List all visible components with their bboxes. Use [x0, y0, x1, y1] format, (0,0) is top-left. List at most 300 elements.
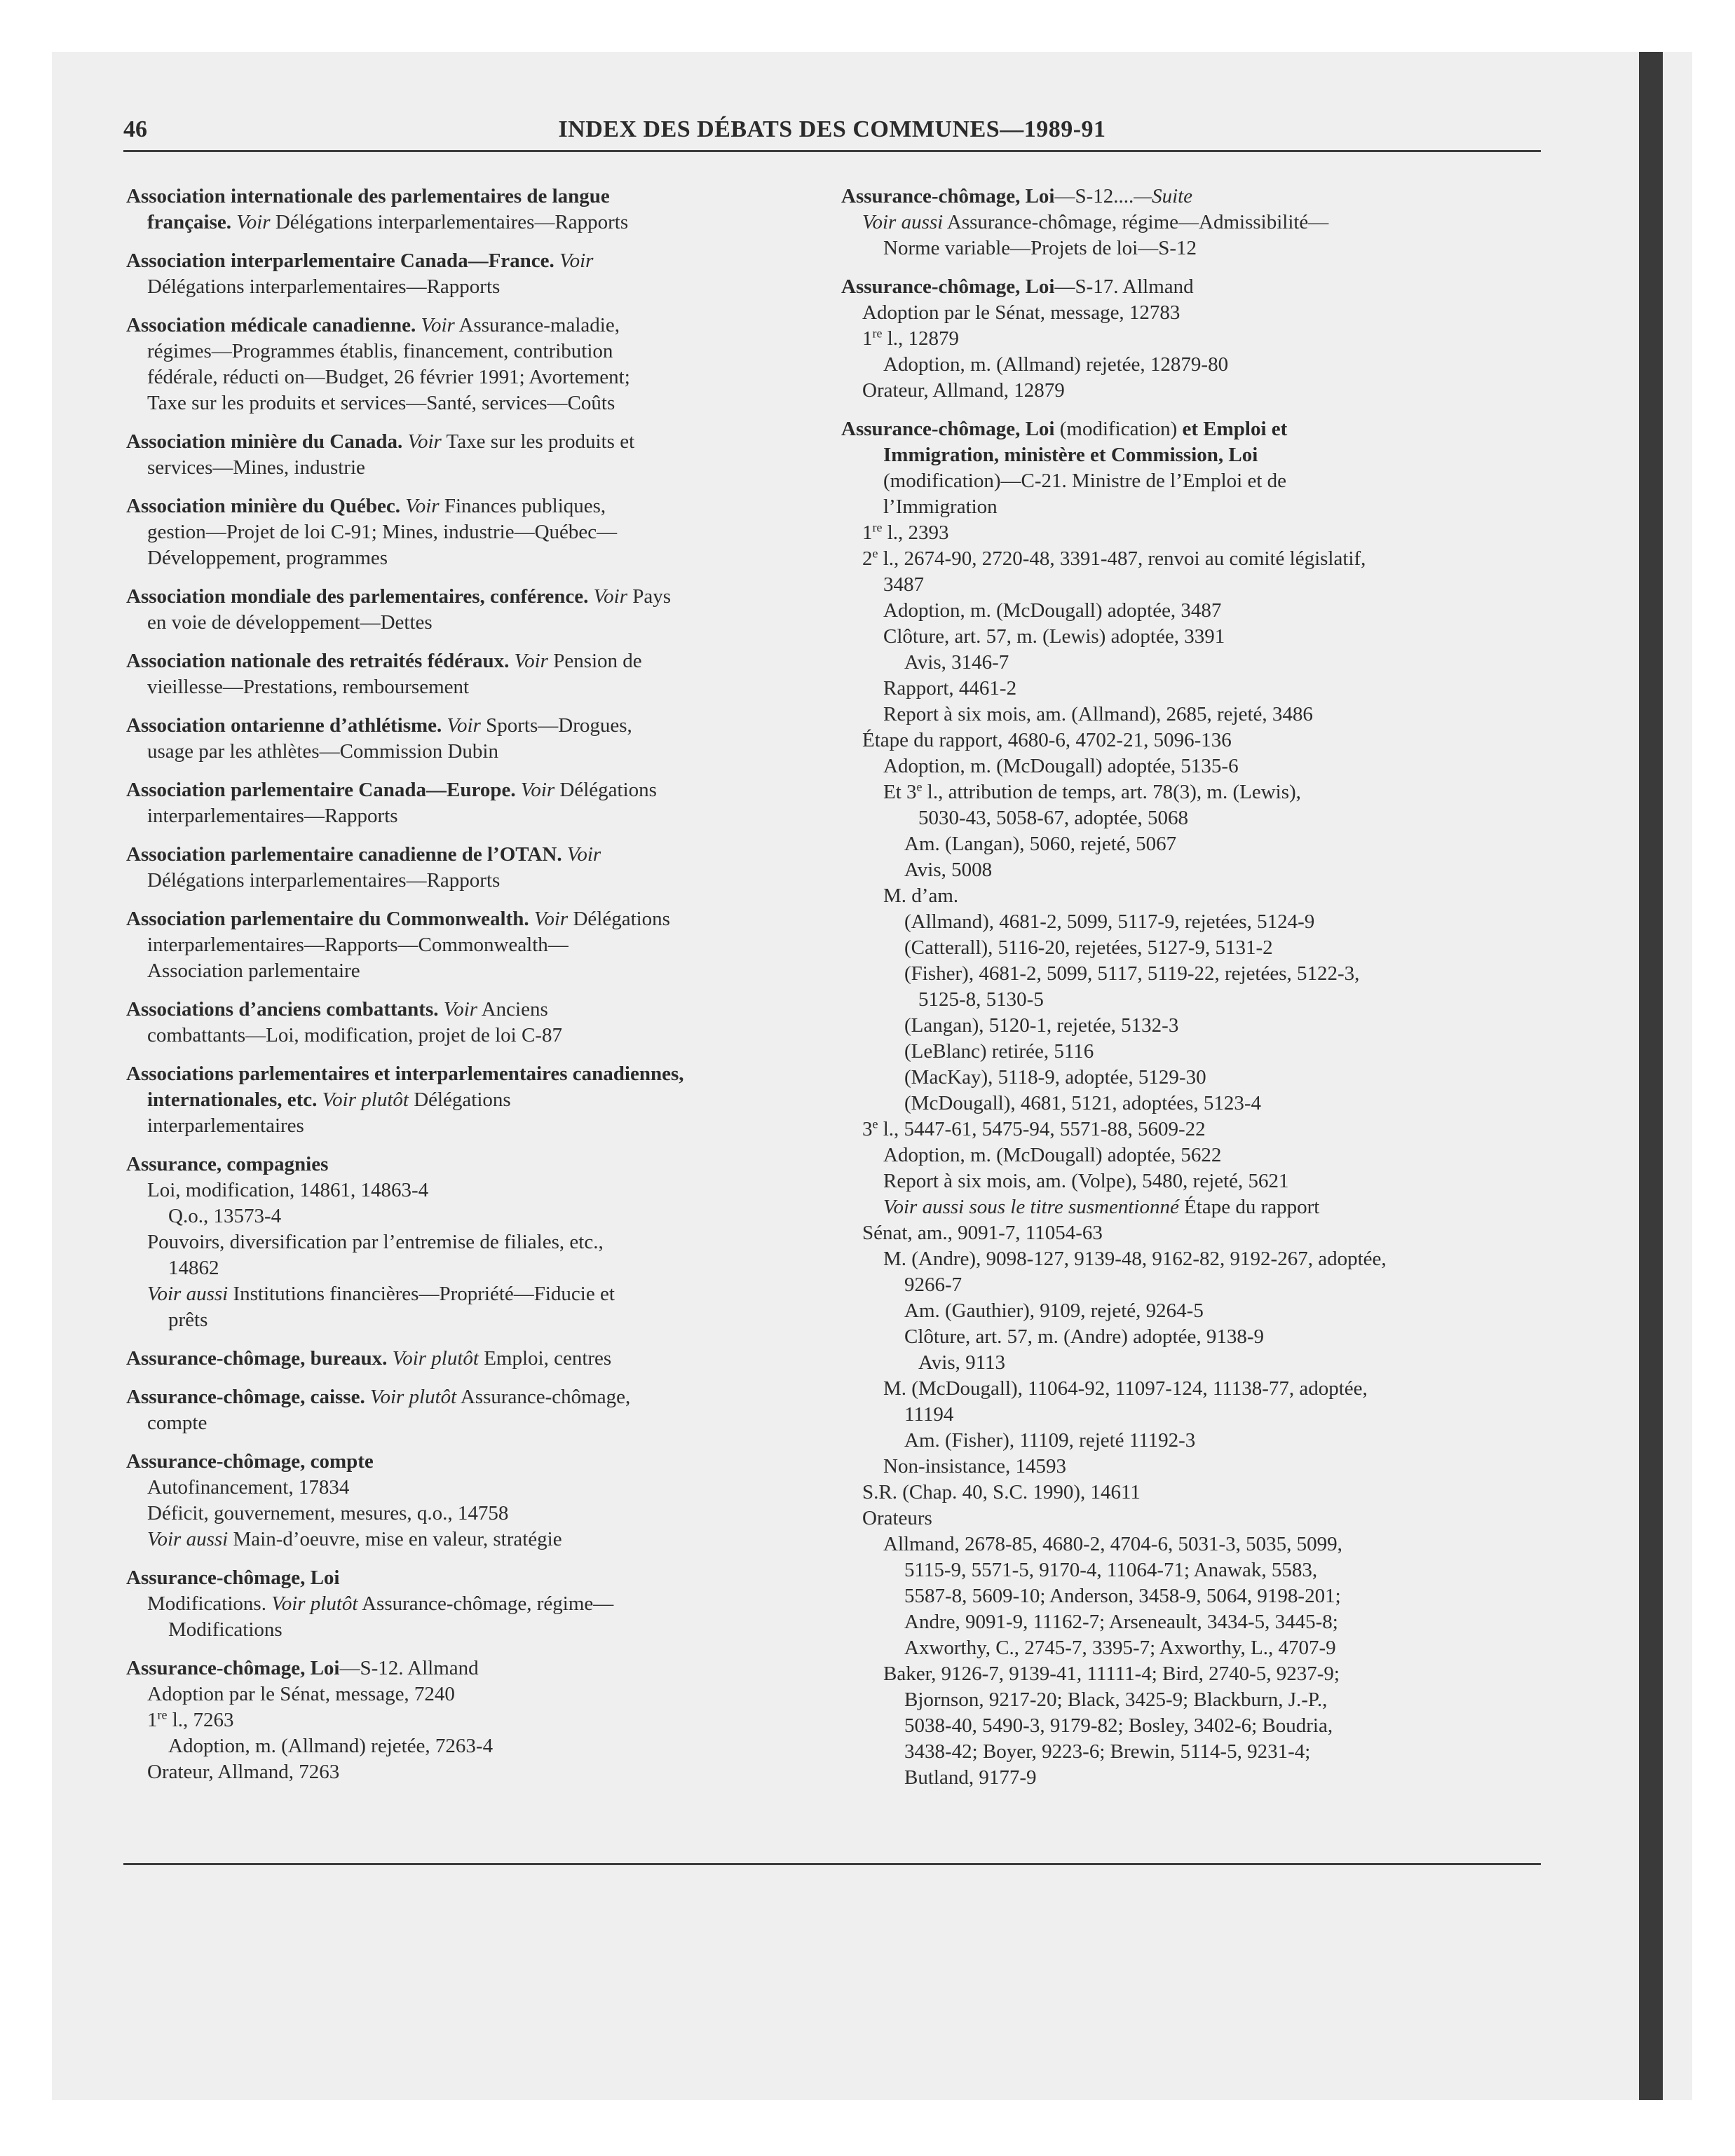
- running-title: INDEX DES DÉBATS DES COMMUNES—1989-91: [558, 116, 1106, 142]
- index-subentry-line: [126, 1501, 827, 1527]
- entry-text: Andre, 9091-9, 11162-7; Arseneault, 3434-5, 3445-8;: [904, 1611, 1338, 1633]
- index-subentry-line: [841, 624, 1542, 650]
- entry-text: interparlementaires: [147, 1114, 304, 1137]
- entry-text: Sénat, am., 9091-7, 11054-63: [862, 1222, 1103, 1244]
- index-entry: [126, 1656, 827, 1785]
- index-subentry-line: [841, 1402, 1542, 1428]
- index-subentry-line: [841, 1687, 1542, 1713]
- entry-text: Pension de: [547, 650, 642, 672]
- entry-text: services—Mines, industrie: [147, 456, 365, 479]
- cross-reference-text: Voir: [407, 430, 442, 453]
- index-subentry-line: [841, 831, 1542, 857]
- entry-text: 5030-43, 5058-67, adoptée, 5068: [918, 807, 1188, 829]
- entry-heading-text: Association parlementaire canadienne de l’OTAN.: [126, 843, 567, 866]
- index-subentry-line: [126, 1707, 827, 1733]
- entry-text: Adoption par le Sénat, message, 7240: [147, 1683, 455, 1705]
- index-subentry-line: [126, 610, 827, 636]
- entry-text: 3438-42; Boyer, 9223-6; Brewin, 5114-5, 9231-4;: [904, 1740, 1311, 1763]
- index-subentry-line: [841, 702, 1542, 728]
- entry-text: l., 5447-61, 5475-94, 5571-88, 5609-22: [878, 1118, 1206, 1140]
- index-subentry-line: [841, 300, 1542, 326]
- index-heading-line: [126, 429, 827, 455]
- index-subentry-line: [126, 1759, 827, 1785]
- entry-text: Assurance-maladie,: [454, 314, 620, 336]
- entry-text: —S-12. Allmand: [339, 1657, 479, 1679]
- entry-text: Bjornson, 9217-20; Black, 3425-9; Blackburn, J.-P.,: [904, 1688, 1328, 1711]
- entry-text: prêts: [168, 1309, 208, 1331]
- index-subentry-line: [841, 779, 1542, 805]
- index-entry: [126, 584, 827, 636]
- entry-text: 1: [862, 521, 873, 544]
- entry-text: (LeBlanc) retirée, 5116: [904, 1040, 1094, 1063]
- index-subentry-line: [841, 1609, 1542, 1635]
- entry-text: Développement, programmes: [147, 547, 388, 569]
- entry-text: (Langan), 5120-1, rejetée, 5132-3: [904, 1014, 1179, 1037]
- index-heading-line: [126, 493, 827, 519]
- entry-text: combattants—Loi, modification, projet de loi C-87: [147, 1024, 562, 1046]
- entry-heading-text: Assurance-chômage, Loi: [841, 418, 1055, 440]
- entry-heading-text: Assurance-chômage, compte: [126, 1450, 374, 1473]
- entry-text: Association parlementaire: [147, 960, 360, 982]
- index-subentry-line: [841, 1246, 1542, 1272]
- index-heading-line: [126, 842, 827, 868]
- index-heading-line: [841, 274, 1542, 300]
- entry-text: interparlementaires—Rapports: [147, 805, 398, 827]
- index-entry: [126, 313, 827, 416]
- index-subentry-line: [126, 364, 827, 390]
- index-subentry-line: [126, 545, 827, 571]
- entry-text: Modifications: [168, 1618, 283, 1641]
- index-subentry-line: [841, 935, 1542, 961]
- index-subentry-line: [841, 598, 1542, 624]
- index-heading-line: [126, 997, 827, 1023]
- index-subentry-line: [126, 390, 827, 416]
- entry-heading-text: Assurance-chômage, Loi: [126, 1567, 340, 1589]
- cross-reference-text: Voir: [559, 250, 594, 272]
- entry-text: Orateur, Allmand, 12879: [862, 379, 1065, 402]
- index-subentry-line: [841, 1220, 1542, 1246]
- index-subentry-line: [841, 1739, 1542, 1765]
- entry-text: 5125-8, 5130-5: [918, 988, 1044, 1011]
- footer-rule: [123, 1863, 1541, 1865]
- cross-reference-text: Voir: [514, 650, 548, 672]
- index-heading-line: [126, 1061, 827, 1087]
- index-entry: [841, 274, 1542, 404]
- entry-text: Main-d’oeuvre, mise en valeur, stratégie: [228, 1528, 562, 1550]
- entry-text: Norme variable—Projets de loi—S-12: [883, 237, 1197, 259]
- index-subentry-line: [841, 1557, 1542, 1583]
- index-subentry-line: [841, 442, 1542, 468]
- entry-text: (MacKay), 5118-9, adoptée, 5129-30: [904, 1066, 1206, 1089]
- entry-text: Clôture, art. 57, m. (Andre) adoptée, 9138-9: [904, 1325, 1264, 1348]
- index-subentry-line: [126, 1681, 827, 1707]
- index-heading-line: [126, 906, 827, 932]
- entry-text: Report à six mois, am. (Volpe), 5480, rejeté, 5621: [883, 1170, 1289, 1192]
- index-subentry-line: [841, 857, 1542, 883]
- entry-text: 5587-8, 5609-10; Anderson, 3458-9, 5064, 9198-201;: [904, 1585, 1341, 1607]
- entry-heading-text: Association internationale des parlementaires de langue: [126, 185, 610, 207]
- entry-text: 3487: [883, 573, 924, 596]
- entry-text: Taxe sur les produits et services—Santé, services—Coûts: [147, 392, 615, 414]
- index-subentry-line: [841, 1376, 1542, 1402]
- index-subentry-line: [841, 210, 1542, 236]
- entry-text: S.R. (Chap. 40, S.C. 1990), 14611: [862, 1481, 1141, 1503]
- index-subentry-line: [841, 909, 1542, 935]
- index-heading-line: [126, 584, 827, 610]
- entry-heading-text: et Emploi et: [1182, 418, 1288, 440]
- index-entry: [126, 1449, 827, 1553]
- index-entry: [126, 1384, 827, 1436]
- cross-reference-text: Voir plutôt: [271, 1592, 358, 1615]
- entry-text: usage par les athlètes—Commission Dubin: [147, 740, 498, 763]
- entry-text: (Fisher), 4681-2, 5099, 5117, 5119-22, rejetées, 5122-3,: [904, 962, 1360, 985]
- index-subentry-line: [841, 1531, 1542, 1557]
- entry-text: 1: [147, 1709, 158, 1731]
- index-heading-line: [841, 184, 1542, 210]
- entry-text: Adoption, m. (McDougall) adoptée, 3487: [883, 599, 1222, 622]
- entry-heading-text: Association minière du Canada.: [126, 430, 408, 453]
- cross-reference-text: Voir: [566, 843, 601, 866]
- entry-text: Baker, 9126-7, 9139-41, 11111-4; Bird, 2740-5, 9237-9;: [883, 1663, 1340, 1685]
- index-entry: [841, 416, 1542, 1791]
- index-subentry-line: [841, 676, 1542, 702]
- index-subentry-line: [841, 1324, 1542, 1350]
- entry-text: l’Immigration: [883, 496, 998, 518]
- index-entry: [126, 1565, 827, 1643]
- index-subentry-line: [841, 987, 1542, 1013]
- entry-text: Axworthy, C., 2745-7, 3395-7; Axworthy, L., 4707-9: [904, 1637, 1336, 1659]
- entry-text: 2: [862, 547, 873, 570]
- entry-text: M. (Andre), 9098-127, 9139-48, 9162-82, 9192-267, adoptée,: [883, 1248, 1387, 1270]
- index-entry: [126, 842, 827, 894]
- entry-text: Finances publiques,: [439, 495, 606, 517]
- index-subentry-line: [841, 1661, 1542, 1687]
- entry-heading-text: Association minière du Québec.: [126, 495, 406, 517]
- index-subentry-line: [841, 961, 1542, 987]
- entry-text: —S-17. Allmand: [1054, 275, 1194, 298]
- index-subentry-line: [841, 352, 1542, 378]
- index-entry: [126, 248, 827, 300]
- entry-text: l., 12879: [882, 327, 960, 350]
- entry-text: Déficit, gouvernement, mesures, q.o., 14758: [147, 1502, 509, 1524]
- index-subentry-line: [841, 1635, 1542, 1661]
- index-subentry-line: [126, 1475, 827, 1501]
- index-subentry-line: [841, 1765, 1542, 1791]
- page-header: [123, 112, 1541, 152]
- scan-edge-bar: [1639, 52, 1663, 2100]
- index-subentry-line: [841, 1168, 1542, 1194]
- index-subentry-line: [841, 468, 1542, 494]
- index-entry: [126, 429, 827, 481]
- index-subentry-line: [126, 1023, 827, 1049]
- cross-reference-text: Voir aussi: [862, 211, 944, 233]
- entry-heading-text: Association interparlementaire Canada—France.: [126, 250, 560, 272]
- index-heading-line: [126, 1152, 827, 1178]
- entry-text: 14862: [168, 1257, 219, 1279]
- index-subentry-line: [841, 378, 1542, 404]
- cross-reference-text: Voir: [593, 585, 627, 608]
- index-subentry-line: [126, 739, 827, 765]
- entry-text: Allmand, 2678-85, 4680-2, 4704-6, 5031-3, 5035, 5099,: [883, 1533, 1342, 1555]
- entry-text: compte: [147, 1412, 207, 1434]
- index-subentry-line: [126, 1733, 827, 1759]
- entry-heading-text: Association médicale canadienne.: [126, 314, 421, 336]
- index-heading-line: [841, 416, 1542, 442]
- index-heading-line: [126, 1346, 827, 1372]
- entry-text: Emploi, centres: [478, 1347, 612, 1370]
- entry-text: Étape du rapport: [1178, 1196, 1320, 1218]
- cross-reference-text: Voir aussi sous le titre susmentionné: [883, 1196, 1179, 1218]
- index-subentry-line: [841, 1065, 1542, 1091]
- entry-text: Assurance-chômage, régime—Admissibilité—: [943, 211, 1329, 233]
- page-number: 46: [123, 116, 147, 142]
- entry-text: Am. (Fisher), 11109, rejeté 11192-3: [904, 1429, 1196, 1452]
- entry-text: 3: [862, 1118, 873, 1140]
- index-subentry-line: [126, 210, 827, 236]
- entry-text: l., 2674-90, 2720-48, 3391-487, renvoi au comité législatif,: [878, 547, 1366, 570]
- index-subentry-line: [841, 1350, 1542, 1376]
- index-subentry-line: [841, 1583, 1542, 1609]
- index-entry: [126, 906, 827, 984]
- entry-text: (modification): [1054, 418, 1183, 440]
- entry-text: 5115-9, 5571-5, 9170-4, 11064-71; Anawak, 5583,: [904, 1559, 1318, 1581]
- index-subentry-line: [841, 520, 1542, 546]
- index-subentry-line: [841, 1454, 1542, 1480]
- entry-heading-text: Association parlementaire Canada—Europe.: [126, 779, 521, 801]
- index-subentry-line: [126, 274, 827, 300]
- index-subentry-line: [126, 1203, 827, 1229]
- index-heading-line: [126, 1449, 827, 1475]
- index-heading-line: [126, 1656, 827, 1681]
- index-subentry-line: [126, 1087, 827, 1113]
- entry-text: 1: [862, 327, 873, 350]
- entry-text: gestion—Projet de loi C-91; Mines, industrie—Québec—: [147, 521, 618, 543]
- entry-text: (modification)—C-21. Ministre de l’Emploi et de: [883, 470, 1287, 492]
- entry-text: l., attribution de temps, art. 78(3), m. (Lewis),: [922, 781, 1301, 803]
- entry-heading-text: Assurance-chômage, caisse.: [126, 1386, 370, 1408]
- index-subentry-line: [126, 1307, 827, 1333]
- entry-text: Délégations interparlementaires—Rapports: [270, 211, 629, 233]
- index-heading-line: [126, 313, 827, 339]
- entry-text: Adoption, m. (McDougall) adoptée, 5622: [883, 1144, 1222, 1166]
- entry-text: fédérale, réducti on—Budget, 26 février 1991; Avortement;: [147, 366, 630, 388]
- entry-text: e: [872, 1117, 878, 1131]
- index-subentry-line: [841, 1142, 1542, 1168]
- entry-text: Institutions financières—Propriété—Fiducie et: [228, 1283, 615, 1305]
- entry-text: Am. (Gauthier), 9109, rejeté, 9264-5: [904, 1299, 1204, 1322]
- cross-reference-text: Voir plutôt: [322, 1089, 409, 1111]
- entry-heading-text: Immigration, ministère et Commission, Loi: [883, 444, 1258, 466]
- entry-text: Délégations interparlementaires—Rapports: [147, 869, 501, 892]
- index-subentry-line: [126, 868, 827, 894]
- index-subentry-line: [126, 1410, 827, 1436]
- entry-text: Adoption, m. (Allmand) rejetée, 7263-4: [168, 1735, 494, 1757]
- cross-reference-text: Voir: [236, 211, 271, 233]
- entry-text: Pays: [627, 585, 672, 608]
- entry-text: Délégations interparlementaires—Rapports: [147, 275, 501, 298]
- entry-heading-text: Association mondiale des parlementaires, conférence.: [126, 585, 594, 608]
- entry-heading-text: Association parlementaire du Commonwealth.: [126, 908, 534, 930]
- cross-reference-text: Voir: [405, 495, 440, 517]
- index-subentry-line: [126, 1178, 827, 1203]
- cross-reference-text: Voir aussi: [147, 1528, 229, 1550]
- entry-text: Et 3: [883, 781, 917, 803]
- index-subentry-line: [841, 1039, 1542, 1065]
- entry-heading-text: Assurance-chômage, Loi: [841, 275, 1055, 298]
- index-subentry-line: [126, 455, 827, 481]
- index-subentry-line: [841, 1480, 1542, 1506]
- index-entry: [126, 777, 827, 829]
- entry-text: Assurance-chômage,: [456, 1386, 631, 1408]
- index-subentry-line: [841, 494, 1542, 520]
- entry-text: Délégations: [568, 908, 670, 930]
- index-subentry-line: [841, 753, 1542, 779]
- index-subentry-line: [841, 728, 1542, 753]
- entry-text: Loi, modification, 14861, 14863-4: [147, 1179, 429, 1201]
- entry-text: Avis, 9113: [918, 1351, 1006, 1374]
- entry-text: Taxe sur les produits et: [441, 430, 635, 453]
- index-heading-line: [126, 1565, 827, 1591]
- entry-text: e: [872, 546, 878, 561]
- cross-reference-text: Voir: [443, 998, 478, 1021]
- cross-reference-text: Voir aussi: [147, 1283, 229, 1305]
- entry-text: re: [157, 1707, 168, 1722]
- index-heading-line: [126, 1384, 827, 1410]
- entry-text: Délégations: [554, 779, 657, 801]
- entry-heading-text: Associations d’anciens combattants.: [126, 998, 444, 1021]
- entry-text: Butland, 9177-9: [904, 1766, 1037, 1789]
- index-heading-line: [126, 713, 827, 739]
- cross-reference-text: Voir: [533, 908, 569, 930]
- index-subentry-line: [841, 1272, 1542, 1298]
- entry-text: Autofinancement, 17834: [147, 1476, 350, 1499]
- entry-text: M. (McDougall), 11064-92, 11097-124, 11138-77, adoptée,: [883, 1377, 1368, 1400]
- entry-text: Anciens: [477, 998, 548, 1021]
- index-entry: [126, 493, 827, 571]
- cross-reference-text: Voir plutôt: [369, 1386, 457, 1408]
- entry-heading-text: Associations parlementaires et interparlementaires canadiennes,: [126, 1063, 684, 1085]
- entry-text: Rapport, 4461-2: [883, 677, 1017, 700]
- index-subentry-line: [126, 1617, 827, 1643]
- index-subentry-line: [126, 1255, 827, 1281]
- cross-reference-text: Voir plutôt: [392, 1347, 479, 1370]
- entry-text: Avis, 5008: [904, 859, 993, 881]
- index-entry: [126, 1152, 827, 1333]
- cross-reference-text: Voir: [447, 714, 481, 737]
- index-subentry-line: [126, 1527, 827, 1553]
- index-subentry-line: [126, 932, 827, 958]
- entry-text: re: [872, 520, 883, 535]
- entry-text: Délégations: [408, 1089, 511, 1111]
- entry-text: Avis, 3146-7: [904, 651, 1009, 674]
- cross-reference-text: Voir: [421, 314, 455, 336]
- index-subentry-line: [126, 519, 827, 545]
- index-subentry-line: [841, 1013, 1542, 1039]
- index-heading-line: [126, 184, 827, 210]
- entry-heading-text: Assurance-chômage, bureaux.: [126, 1347, 393, 1370]
- index-subentry-line: [841, 1117, 1542, 1142]
- index-entry: [126, 713, 827, 765]
- entry-heading-text: Assurance-chômage, Loi: [841, 185, 1055, 207]
- entry-text: e: [916, 779, 923, 794]
- index-subentry-line: [126, 958, 827, 984]
- cross-reference-text: —Suite: [1134, 185, 1193, 207]
- index-entry: [126, 648, 827, 700]
- entry-text: Étape du rapport, 4680-6, 4702-21, 5096-136: [862, 729, 1232, 751]
- entry-text: M. d’am.: [883, 885, 959, 907]
- left-column: [126, 184, 827, 1798]
- right-column: [841, 184, 1542, 1803]
- entry-text: Orateur, Allmand, 7263: [147, 1761, 340, 1783]
- index-subentry-line: [841, 805, 1542, 831]
- index-entry: [126, 1061, 827, 1139]
- entry-text: Q.o., 13573-4: [168, 1205, 282, 1227]
- index-subentry-line: [126, 1591, 827, 1617]
- cross-reference-text: Voir: [520, 779, 555, 801]
- index-subentry-line: [841, 1428, 1542, 1454]
- index-heading-line: [126, 648, 827, 674]
- index-subentry-line: [126, 1229, 827, 1255]
- entry-text: vieillesse—Prestations, remboursement: [147, 676, 470, 698]
- entry-text: Adoption, m. (McDougall) adoptée, 5135-6: [883, 755, 1239, 777]
- entry-text: Orateurs: [862, 1507, 932, 1529]
- entry-text: Report à six mois, am. (Allmand), 2685, rejeté, 3486: [883, 703, 1313, 725]
- index-subentry-line: [126, 803, 827, 829]
- entry-text: régimes—Programmes établis, financement, contribution: [147, 340, 613, 362]
- entry-text: re: [872, 326, 883, 341]
- entry-text: Adoption par le Sénat, message, 12783: [862, 301, 1181, 324]
- index-subentry-line: [841, 326, 1542, 352]
- entry-text: (McDougall), 4681, 5121, adoptées, 5123-4: [904, 1092, 1262, 1114]
- entry-text: —S-12....: [1054, 185, 1134, 207]
- entry-text: l., 7263: [167, 1709, 234, 1731]
- index-subentry-line: [841, 1194, 1542, 1220]
- entry-text: Modifications.: [147, 1592, 272, 1615]
- index-subentry-line: [841, 1298, 1542, 1324]
- entry-text: 5038-40, 5490-3, 9179-82; Bosley, 3402-6; Boudria,: [904, 1714, 1333, 1737]
- index-entry: [126, 997, 827, 1049]
- index-subentry-line: [126, 1281, 827, 1307]
- index-subentry-line: [841, 1091, 1542, 1117]
- entry-text: Adoption, m. (Allmand) rejetée, 12879-80: [883, 353, 1229, 376]
- entry-text: Am. (Langan), 5060, rejeté, 5067: [904, 833, 1177, 855]
- entry-text: Clôture, art. 57, m. (Lewis) adoptée, 3391: [883, 625, 1225, 648]
- entry-heading-text: française.: [147, 211, 237, 233]
- index-heading-line: [126, 777, 827, 803]
- entry-text: Pouvoirs, diversification par l’entremise de filiales, etc.,: [147, 1231, 604, 1253]
- entry-text: Assurance-chômage, régime—: [358, 1592, 614, 1615]
- index-subentry-line: [841, 1506, 1542, 1531]
- entry-heading-text: Assurance, compagnies: [126, 1153, 329, 1175]
- index-subentry-line: [841, 1713, 1542, 1739]
- index-heading-line: [126, 248, 827, 274]
- entry-text: (Catterall), 5116-20, rejetées, 5127-9, 5131-2: [904, 936, 1273, 959]
- entry-text: Non-insistance, 14593: [883, 1455, 1066, 1478]
- index-entry: [126, 1346, 827, 1372]
- index-subentry-line: [841, 572, 1542, 598]
- index-subentry-line: [841, 883, 1542, 909]
- index-subentry-line: [126, 1113, 827, 1139]
- entry-heading-text: internationales, etc.: [147, 1089, 322, 1111]
- index-entry: [126, 184, 827, 236]
- index-subentry-line: [841, 236, 1542, 261]
- entry-text: interparlementaires—Rapports—Commonwealth—: [147, 934, 569, 956]
- entry-text: en voie de développement—Dettes: [147, 611, 433, 634]
- entry-text: 9266-7: [904, 1274, 962, 1296]
- index-subentry-line: [126, 674, 827, 700]
- entry-heading-text: Association nationale des retraités fédéraux.: [126, 650, 515, 672]
- entry-text: 11194: [904, 1403, 954, 1426]
